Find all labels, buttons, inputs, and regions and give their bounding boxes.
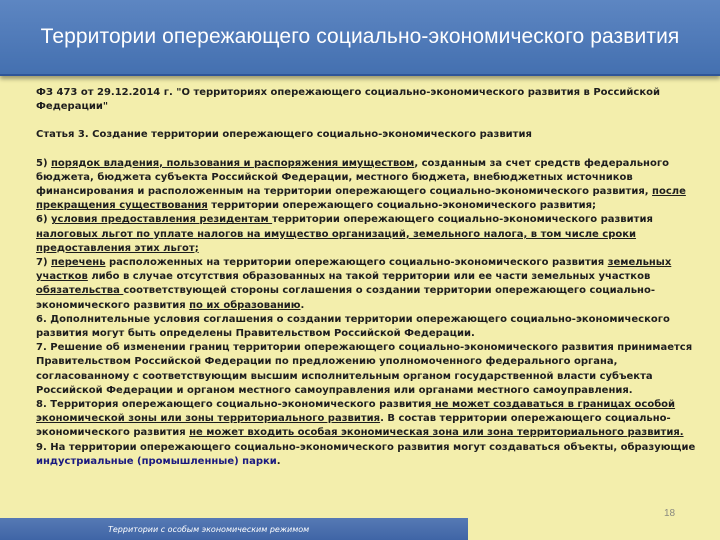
p5-prefix: 5) (36, 157, 52, 169)
p6-text: территории опережающего социально-экономического развития (272, 214, 653, 226)
footer-label: Территории с особым экономическим режимом (108, 524, 310, 534)
p5-link2: после прекращения существования (36, 186, 686, 212)
p7-link: перечень (51, 257, 106, 269)
p5-link: порядок владения, пользования и распоряжения имуществом (51, 157, 415, 169)
article-title: Статья 3. Создание территории опережающего социально-экономического развития (36, 129, 532, 141)
footer-bar (0, 518, 468, 540)
item8-text2: . В состав территории опережающего социально-экономического развития (36, 413, 671, 439)
item-7: 7. Решение об изменении границ территории опережающего социально-экономического развития принимается Правительством Российской Федерации по предложению уполномоченного федерального органа, согласованному с соответствующим высшим исполнительным органом государственной власти субъекта Российской Федерации и органом местного самоуправления или органами местного самоуправления. (36, 342, 693, 396)
spacer (36, 114, 696, 128)
spacer (36, 143, 696, 157)
p7-tail: . (300, 299, 305, 311)
p5-text: , созданным за счет средств федерального бюджета, бюджета субъекта Российской Федерации, местного бюджета, внебюджетных источников финансирования и расположенным на территории опережающего социально-экономического развития, (36, 157, 669, 198)
p7-text3: соответствующей стороны соглашения о создании территории опережающего социально-экономического развития (36, 285, 655, 311)
item-8 (36, 398, 696, 441)
item-6: 6. Дополнительные условия соглашения о создании территории опережающего социально-экономического развития могут быть определены Правительством Российской Федерации. (36, 313, 670, 340)
paragraph-7 (36, 256, 696, 313)
item9-bold: индустриальные (промышленные) парки (36, 455, 277, 467)
item8-link: не может создаваться в границах особой экономической зоны или зоны территориального развития (36, 399, 676, 425)
p7-link3: обязательства (36, 285, 124, 297)
paragraph-5 (36, 157, 696, 214)
slide-title: Территории опережающего социально-экономического развития (40, 25, 680, 48)
item8-link2: не может входить особая экономическая зона или зона территориального развития. (189, 427, 684, 439)
p7-text2: либо в случае отсутствия образованных на такой территории или ее части земельных участков (87, 271, 651, 283)
law-title: ФЗ 473 от 29.12.2014 г. "О территориях опережающего социально-экономического развития в Российской Федерации" (36, 87, 660, 113)
paragraph-6 (36, 213, 696, 256)
p6-prefix: 6) (36, 214, 52, 226)
page-number: 18 (664, 508, 676, 519)
p7-link4: по их образованию (189, 299, 301, 311)
p6-link2: налоговых льгот по уплате налогов на имущество организаций, земельного налога, в том числе сроки предоставления этих льгот; (36, 228, 637, 254)
p6-link: условия предоставления резидентам (51, 214, 273, 226)
p7-link2: земельных участков (36, 257, 672, 283)
title-bar (0, 0, 720, 76)
p7-prefix: 7) (36, 257, 52, 269)
item9-text: 9. На территории опережающего социально-экономического развития могут создаваться объекты, образующие (36, 441, 696, 453)
slide-content (36, 86, 696, 469)
item-9 (36, 441, 696, 469)
p5-tail: территории опережающего социально-экономического развития; (207, 200, 597, 212)
item8-text: 8. Территория опережающего социально-экономического развития (36, 399, 432, 411)
item9-tail: . (276, 455, 281, 467)
p7-text: расположенных на территории опережающего социально-экономического развития (105, 257, 608, 269)
